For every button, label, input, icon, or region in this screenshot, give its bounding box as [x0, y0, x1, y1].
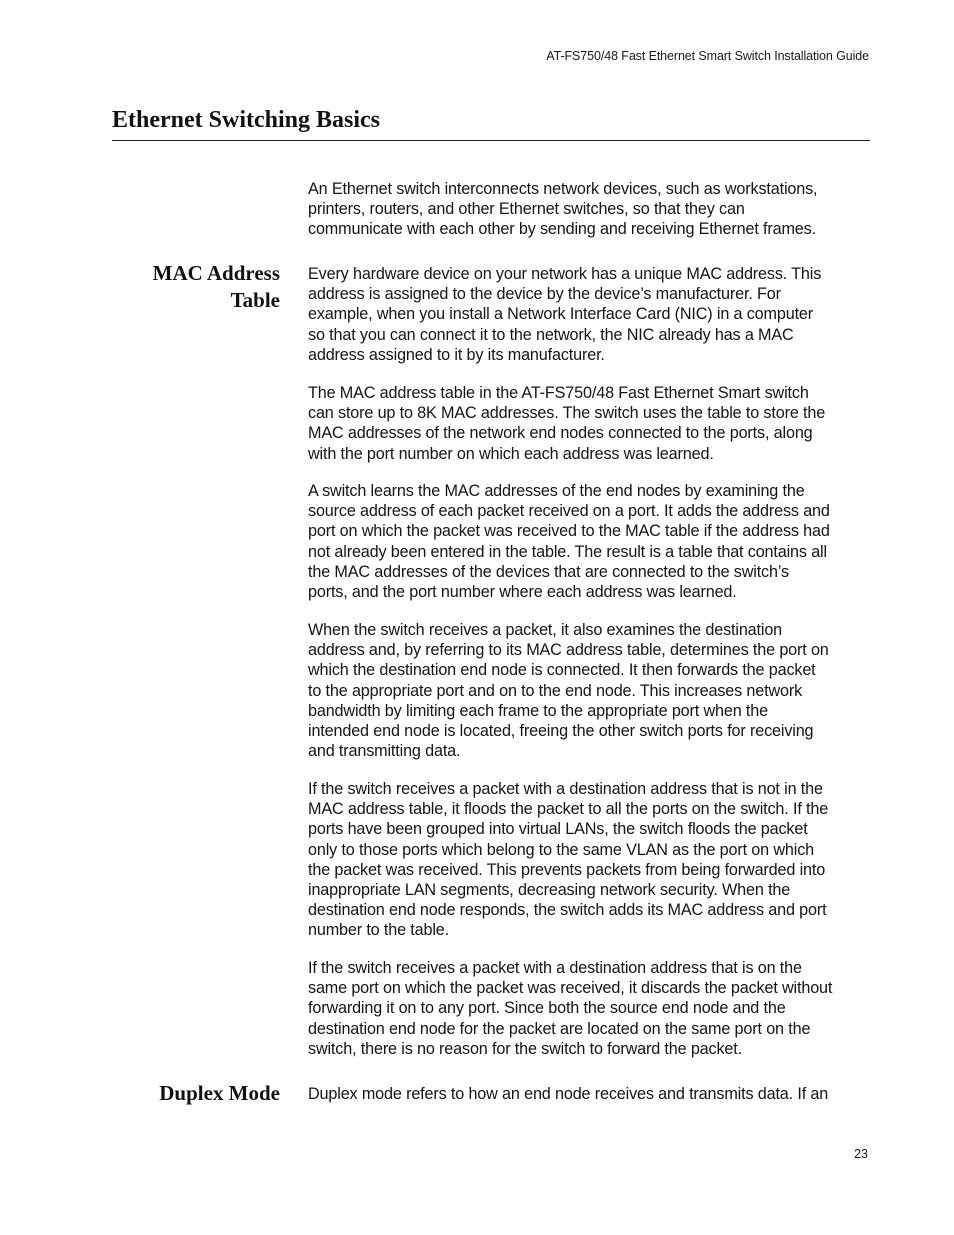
text-line: When the switch receives a packet, it also examines the destination: [308, 621, 783, 639]
running-header: AT-FS750/48 Fast Ethernet Smart Switch Installation Guide: [546, 49, 869, 63]
text-line: the MAC addresses of the devices that are connected to the switch’s: [308, 562, 789, 581]
text-line: not already been entered in the table. The result is a table that contains all: [308, 542, 827, 561]
text-line: example, when you install a Network Interface Card (NIC) in a computer: [308, 305, 814, 324]
text-line: ports have been grouped into virtual LANs, the switch floods the packet: [308, 820, 808, 839]
mac-paragraph-5: [308, 779, 870, 941]
text-line: same port on which the packet was received, it discards the packet without: [308, 979, 833, 998]
text-line: so that you can connect it to the network, the NIC already has a MAC: [308, 325, 794, 344]
text-line: communicate with each other by sending and receiving Ethernet frames.: [308, 220, 816, 239]
mac-paragraph-3: [308, 481, 870, 602]
duplex-mode-heading: [100, 1080, 280, 1107]
text-line: can store up to 8K MAC addresses. The switch uses the table to store the: [308, 404, 826, 423]
text-line: with the port number on which each address was learned.: [308, 444, 714, 463]
text-line: and transmitting data.: [308, 742, 461, 761]
mac-paragraph-6: [308, 958, 870, 1059]
text-line: MAC addresses of the network end nodes connected to the ports, along: [308, 424, 813, 443]
text-line: inappropriate LAN segments, decreasing network security. When the: [308, 881, 791, 900]
text-line: A switch learns the MAC addresses of the end nodes by examining the: [308, 482, 805, 500]
mac-paragraph-2: [308, 383, 870, 464]
text-line: address is assigned to the device by the device’s manufacturer. For: [308, 285, 781, 304]
text-line: If the switch receives a packet with a destination address that is not in the: [308, 780, 823, 798]
mac-paragraph-4: [308, 620, 870, 761]
mac-address-table-heading: [100, 260, 280, 314]
text-line: An Ethernet switch interconnects network devices, such as workstations,: [308, 180, 818, 198]
text-line: bandwidth by limiting each frame to the appropriate port when the: [308, 701, 768, 720]
text-line: number to the table.: [308, 921, 449, 940]
text-line: address and, by referring to its MAC address table, determines the port on: [308, 641, 829, 660]
text-line: switch, there is no reason for the switch to forward the packet.: [308, 1039, 742, 1058]
text-line: address assigned to it by its manufacturer.: [308, 345, 605, 364]
page-number: 23: [854, 1147, 868, 1161]
heading-line: MAC Address: [152, 261, 280, 285]
text-line: Duplex mode refers to how an end node receives and transmits data. If an: [308, 1085, 829, 1103]
heading-line: Table: [230, 288, 280, 312]
text-line: ports, and the port number where each address was learned.: [308, 583, 737, 602]
text-line: port on which the packet was received to the MAC table if the address had: [308, 522, 830, 541]
text-line: Every hardware device on your network has a unique MAC address. This: [308, 265, 822, 283]
title-rule: [112, 140, 870, 141]
duplex-paragraph: [308, 1084, 870, 1104]
text-line: intended end node is located, freeing the other switch ports for receiving: [308, 722, 814, 741]
text-line: printers, routers, and other Ethernet switches, so that they can: [308, 200, 745, 219]
text-line: If the switch receives a packet with a destination address that is on the: [308, 959, 802, 977]
text-line: the packet was received. This prevents packets from being forwarded into: [308, 860, 826, 879]
text-line: destination end node for the packet are located on the same port on the: [308, 1019, 811, 1038]
text-line: MAC address table, it floods the packet to all the ports on the switch. If the: [308, 800, 829, 819]
text-line: which the destination end node is connected. It then forwards the packet: [308, 661, 816, 680]
text-line: forwarding it on to any port. Since both the source end node and the: [308, 999, 786, 1018]
text-line: destination end node responds, the switch adds its MAC address and port: [308, 901, 827, 920]
heading-line: Duplex Mode: [159, 1081, 280, 1105]
text-line: to the appropriate port and on to the end node. This increases network: [308, 681, 803, 700]
text-line: source address of each packet received on a port. It adds the address and: [308, 502, 830, 521]
text-line: The MAC address table in the AT-FS750/48 Fast Ethernet Smart switch: [308, 384, 809, 402]
intro-paragraph: [308, 179, 870, 240]
mac-paragraph-1: [308, 264, 870, 365]
section-title: Ethernet Switching Basics: [112, 107, 381, 133]
text-line: only to those ports which belong to the same VLAN as the port on which: [308, 840, 814, 859]
